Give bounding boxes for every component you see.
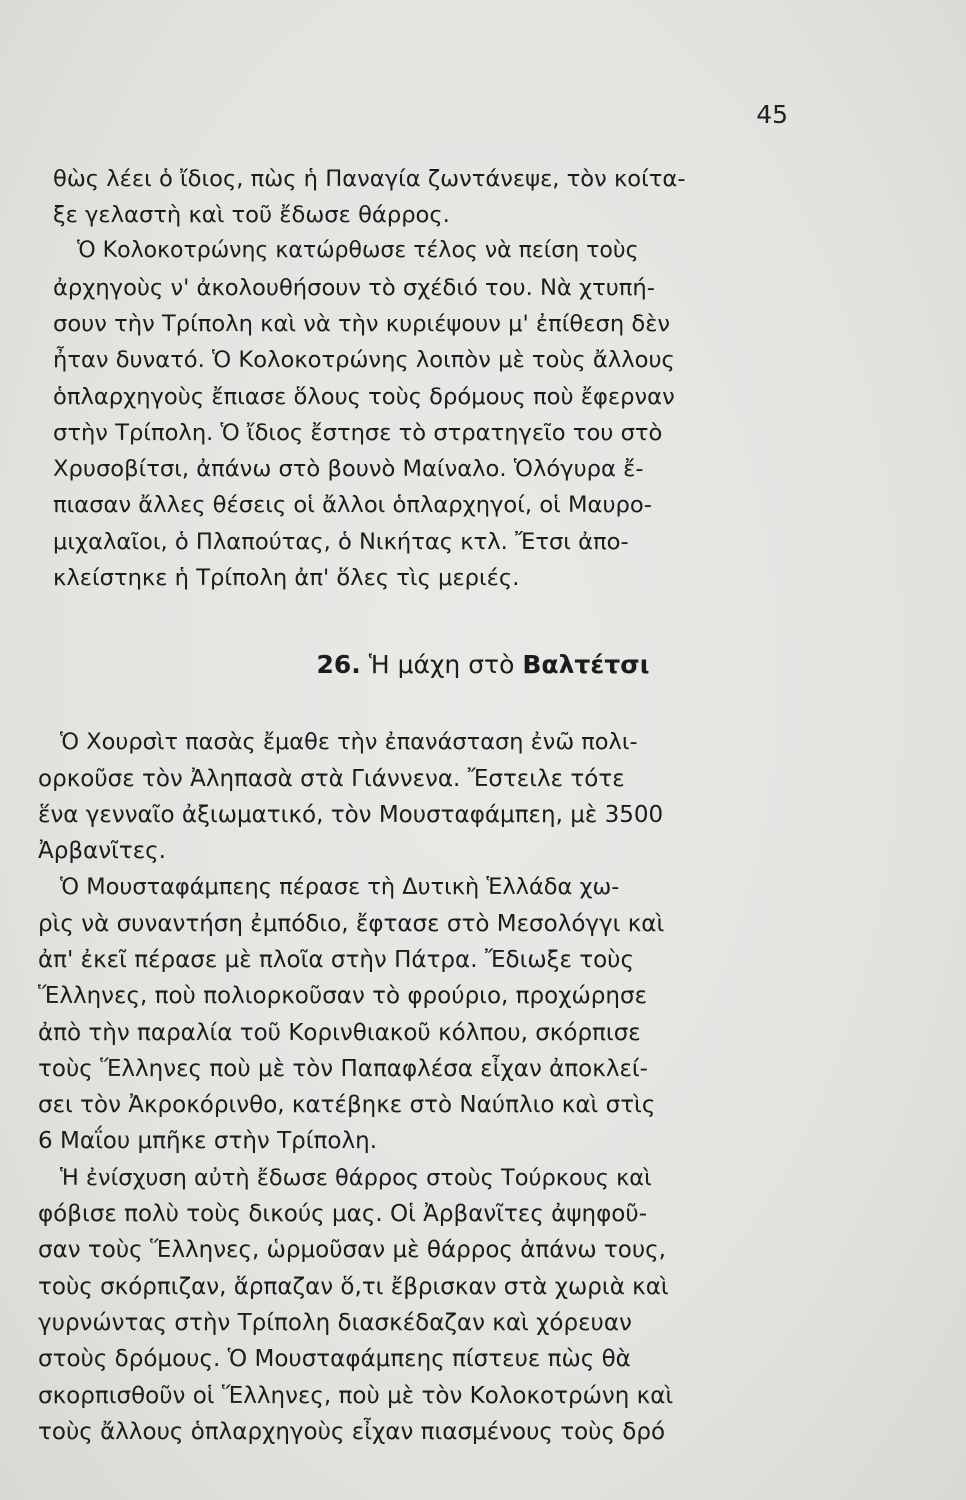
section-heading <box>0 650 966 680</box>
section-title-place: Βαλτέτσι <box>522 650 650 679</box>
text-line: 6 Μαΐου μπῆκε στὴν Τρίπολη. <box>38 1128 378 1154</box>
text-line: Ὁ Μουσταφάμπεης πέρασε τὴ Δυτικὴ Ἑλλάδα χω- <box>60 874 620 900</box>
page-number: 45 <box>756 100 788 129</box>
text-line: σκορπισθοῦν οἱ Ἕλληνες, ποὺ μὲ τὸν Κολοκοτρώνη καὶ <box>38 1383 674 1409</box>
text-line: Ἡ ἐνίσχυση αὐτὴ ἔδωσε θάρρος στοὺς Τούρκους καὶ <box>60 1165 652 1191</box>
text-line: Ὁ Κολοκοτρώνης κατώρθωσε τέλος νὰ πείση τοὺς <box>77 238 639 263</box>
text-line: τοὺς Ἕλληνες ποὺ μὲ τὸν Παπαφλέσα εἶχαν ἀποκλεί- <box>38 1056 648 1082</box>
text-line: ξε γελαστὴ καὶ τοῦ ἔδωσε θάρρος. <box>53 202 450 228</box>
text-line: ορκοῦσε τὸν Ἀληπασὰ στὰ Γιάννενα. Ἔστειλε τότε <box>38 766 625 792</box>
text-line: Ἀρβανῖτες. <box>38 838 166 864</box>
text-line: Χρυσοβίτσι, ἀπάνω στὸ βουνὸ Μαίναλο. Ὁλόγυρα ἔ- <box>53 456 644 482</box>
text-line: σουν τὴν Τρίπολη καὶ νὰ τὴν κυριέψουν μ' ἐπίθεση δὲν <box>53 311 671 337</box>
text-line: γυρνώντας στὴν Τρίπολη διασκέδαζαν καὶ χόρευαν <box>38 1310 632 1336</box>
text-line: φόβισε πολὺ τοὺς δικούς μας. Οἱ Ἀρβανῖτες ἀψηφοῦ- <box>38 1201 647 1227</box>
text-line: ὁπλαρχηγοὺς ἔπιασε ὅλους τοὺς δρόμους ποὺ ἔφερναν <box>53 384 675 410</box>
text-line: ἀρχηγοὺς ν' ἀκολουθήσουν τὸ σχέδιό του. Νὰ χτυπή- <box>53 275 655 301</box>
text-line: ἀπ' ἐκεῖ πέρασε μὲ πλοῖα στὴν Πάτρα. Ἔδιωξε τοὺς <box>38 947 635 973</box>
text-line: Ἕλληνες, ποὺ πολιορκοῦσαν τὸ φρούριο, προχώρησε <box>38 983 648 1009</box>
text-line: στὴν Τρίπολη. Ὁ ἴδιος ἔστησε τὸ στρατηγεῖο του στὸ <box>53 420 663 446</box>
text-line: ἀπὸ τὴν παραλία τοῦ Κορινθιακοῦ κόλπου, σκόρπισε <box>38 1020 641 1046</box>
text-line: Ὁ Χουρσὶτ πασὰς ἔμαθε τὴν ἐπανάσταση ἐνῶ πολι- <box>60 729 638 755</box>
section-title-prefix: Ἡ μάχη στὸ <box>368 650 515 679</box>
text-line: ἦταν δυνατό. Ὁ Κολοκοτρώνης λοιπὸν μὲ τοὺς ἄλλους <box>53 347 675 373</box>
text-line: τοὺς σκόρπιζαν, ἅρπαζαν ὅ,τι ἔβρισκαν στὰ χωριὰ καὶ <box>38 1274 669 1300</box>
text-line: στοὺς δρόμους. Ὁ Μουσταφάμπεης πίστευε πὼς θὰ <box>38 1346 631 1372</box>
text-line: πιασαν ἄλλες θέσεις οἱ ἄλλοι ὁπλαρχηγοί, οἱ Μαυρο- <box>53 492 652 518</box>
text-line: σαν τοὺς Ἕλληνες, ὡρμοῦσαν μὲ θάρρος ἀπάνω τους, <box>38 1237 666 1263</box>
text-line: τοὺς ἄλλους ὁπλαρχηγοὺς εἶχαν πιασμένους τοὺς δρό <box>38 1419 666 1445</box>
text-line: μιχαλαῖοι, ὁ Πλαπούτας, ὁ Νικήτας κτλ. Ἔτσι ἀπο- <box>53 529 629 555</box>
section-number: 26. <box>316 650 361 679</box>
text-line: σει τὸν Ἀκροκόρινθο, κατέβηκε στὸ Ναύπλιο καὶ στὶς <box>38 1092 656 1118</box>
text-line: ρὶς νὰ συναντήση ἐμπόδιο, ἔφτασε στὸ Μεσολόγγι καὶ <box>38 911 665 937</box>
text-line: ἕνα γενναῖο ἀξιωματικό, τὸν Μουσταφάμπεη, μὲ 3500 <box>38 802 664 828</box>
text-line: θὼς λέει ὁ ἴδιος, πὼς ἡ Παναγία ζωντάνεψε, τὸν κοίτα- <box>53 166 686 192</box>
text-line: κλείστηκε ἡ Τρίπολη ἀπ' ὅλες τὶς μεριές. <box>53 565 520 591</box>
